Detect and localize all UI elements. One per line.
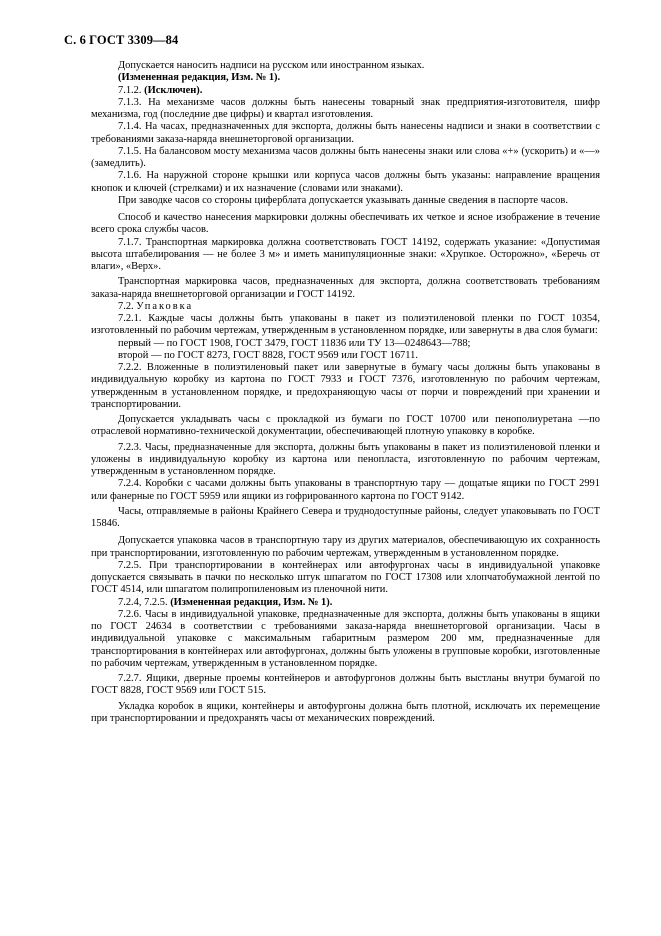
paragraph: 7.2.4. Коробки с часами должны быть упакованы в транспортную тару — дощатые ящики по ГОСТ 2991 или фанерные по ГОСТ 5959 или ящики из гофрированного картона по ГОСТ 9142. [91,478,600,502]
paragraph: Транспортная маркировка часов, предназначенных для экспорта, должна соответствовать требованиям заказа-наряда внешнеторговой организации и ГОСТ 14192. [91,276,600,300]
paragraph: 7.1.4. На часах, предназначенных для экспорта, должны быть нанесены надписи и знаки в соответствии с требованиями заказа-наряда внешнеторговой организации. [91,121,600,145]
page-header: С. 6 ГОСТ 3309—84 [64,33,179,47]
clause-number: 7.2. [118,300,134,312]
amendment-note: (Измененная редакция, Изм. № 1). [118,72,281,84]
document-body [91,60,600,725]
paragraph: Способ и качество нанесения маркировки должны обеспечивать их четкое и ясное изображение в течение всего срока службы часов. [91,212,600,236]
paragraph: Допускается укладывать часы с прокладкой из бумаги по ГОСТ 10700 или пенополиуретана —по отраслевой нормативно-технической документации, обеспечивающей плотную упаковку в коробке. [91,414,600,438]
paragraph: Допускается упаковка часов в транспортную тару из других материалов, обеспечивающую их сохранность при транспортировании, изготовленную по рабочим чертежам, утвержденным в установленном порядке. [91,535,600,559]
paragraph: 7.1.6. На наружной стороне крышки или корпуса часов должны быть указаны: направление вращения кнопок и ключей (стрелками) и их назначение (словами или знаками). [91,170,600,194]
paragraph: 7.2.1. Каждые часы должны быть упакованы в пакет из полиэтиленовой пленки по ГОСТ 10354, изготовленный по рабочим чертежам, утвержденным в установленном порядке, или завернуты в два слоя бумаги: [91,313,600,337]
paragraph: 7.2.5. При транспортировании в контейнерах или автофургонах часы в индивидуальной упаковке допускается связывать в пачки по несколько штук шпагатом по ГОСТ 17308 или хлопчатобумажной лентой по ГОСТ 4514, или шпагатом полипропиленовым из пленочной нити. [91,559,600,596]
paragraph [91,85,600,97]
paragraph: При заводке часов со стороны циферблата допускается указывать данные сведения в паспорте часов. [118,194,568,206]
amendment-note: (Измененная редакция, Изм. № 1). [170,596,333,608]
section-heading [91,301,600,313]
paragraph: Часы, отправляемые в районы Крайнего Севера и труднодоступные районы, следует упаковывать по ГОСТ 15846. [91,505,600,529]
paragraph: Укладка коробок в ящики, контейнеры и автофургоны должна быть плотной, исключать их перемещение при транспортировании и предохранять часы от механических повреждений. [91,700,600,724]
paragraph: 7.1.7. Транспортная маркировка должна соответствовать ГОСТ 14192, содержать указание: «Допустимая высота штабелирования — не более 3 м» и иметь манипуляционные знаки: «Хрупкое. Осторожно», «Беречь от влаги», «Верх». [91,236,600,272]
paragraph: 7.2.2. Вложенные в полиэтиленовый пакет или завернутые в бумагу часы должны быть упакованы в индивидуальную коробку из картона по ГОСТ 7933 и ГОСТ 7376, изготовленную по рабочим чертежам, утвержденным в установленном порядке, и предохраняющую часы от порчи и повреждений при хранении и транспортировании. [91,362,600,410]
paragraph: 7.2.3. Часы, предназначенные для экспорта, должны быть упакованы в пакет из полиэтиленовой пленки и уложены в индивидуальную коробку из картона или пенопласта, изготовленную по рабочим чертежам, утвержденным в установленном порядке. [91,441,600,477]
paragraph [91,597,600,609]
paragraph [91,72,600,84]
clause-number: 7.1.2. [118,84,142,96]
paragraph: первый — по ГОСТ 1908, ГОСТ 3479, ГОСТ 11836 или ТУ 13—0248643—788; [118,337,471,349]
paragraph: 7.1.3. На механизме часов должны быть нанесены товарный знак предприятия-изготовителя, шифр механизма, год (последние две цифры) и квартал изготовления. [91,96,600,120]
paragraph: Допускается наносить надписи на русском или иностранном языках. [118,60,425,71]
clause-number: 7.2.4, 7.2.5. [118,596,168,608]
section-title: Упаковка [136,300,194,312]
paragraph: 7.2.6. Часы в индивидуальной упаковке, предназначенные для экспорта, должны быть упакованы в ящики по ГОСТ 24634 в соответствии с требованиями заказа-наряда внешнеторговой организации. Часы в индивидуальной упаковке с максимальным габаритным размером 200 мм, предназначенные для транспортирования в контейнерах или автофургонах, должны быть уложены в групповые коробки, изготовленные по рабочим чертежам, утвержденным в установленном порядке. [91,608,600,669]
paragraph: 7.1.5. На балансовом мосту механизма часов должны быть нанесены знаки или слова «+» (ускорить) и «—» (замедлить). [91,145,600,169]
paragraph: 7.2.7. Ящики, дверные проемы контейнеров и автофургонов должны быть выстланы внутри бумагой по ГОСТ 8828, ГОСТ 9569 или ГОСТ 515. [91,673,600,697]
paragraph: второй — по ГОСТ 8273, ГОСТ 8828, ГОСТ 9569 или ГОСТ 16711. [118,349,418,361]
amendment-note: (Исключен). [144,84,203,96]
